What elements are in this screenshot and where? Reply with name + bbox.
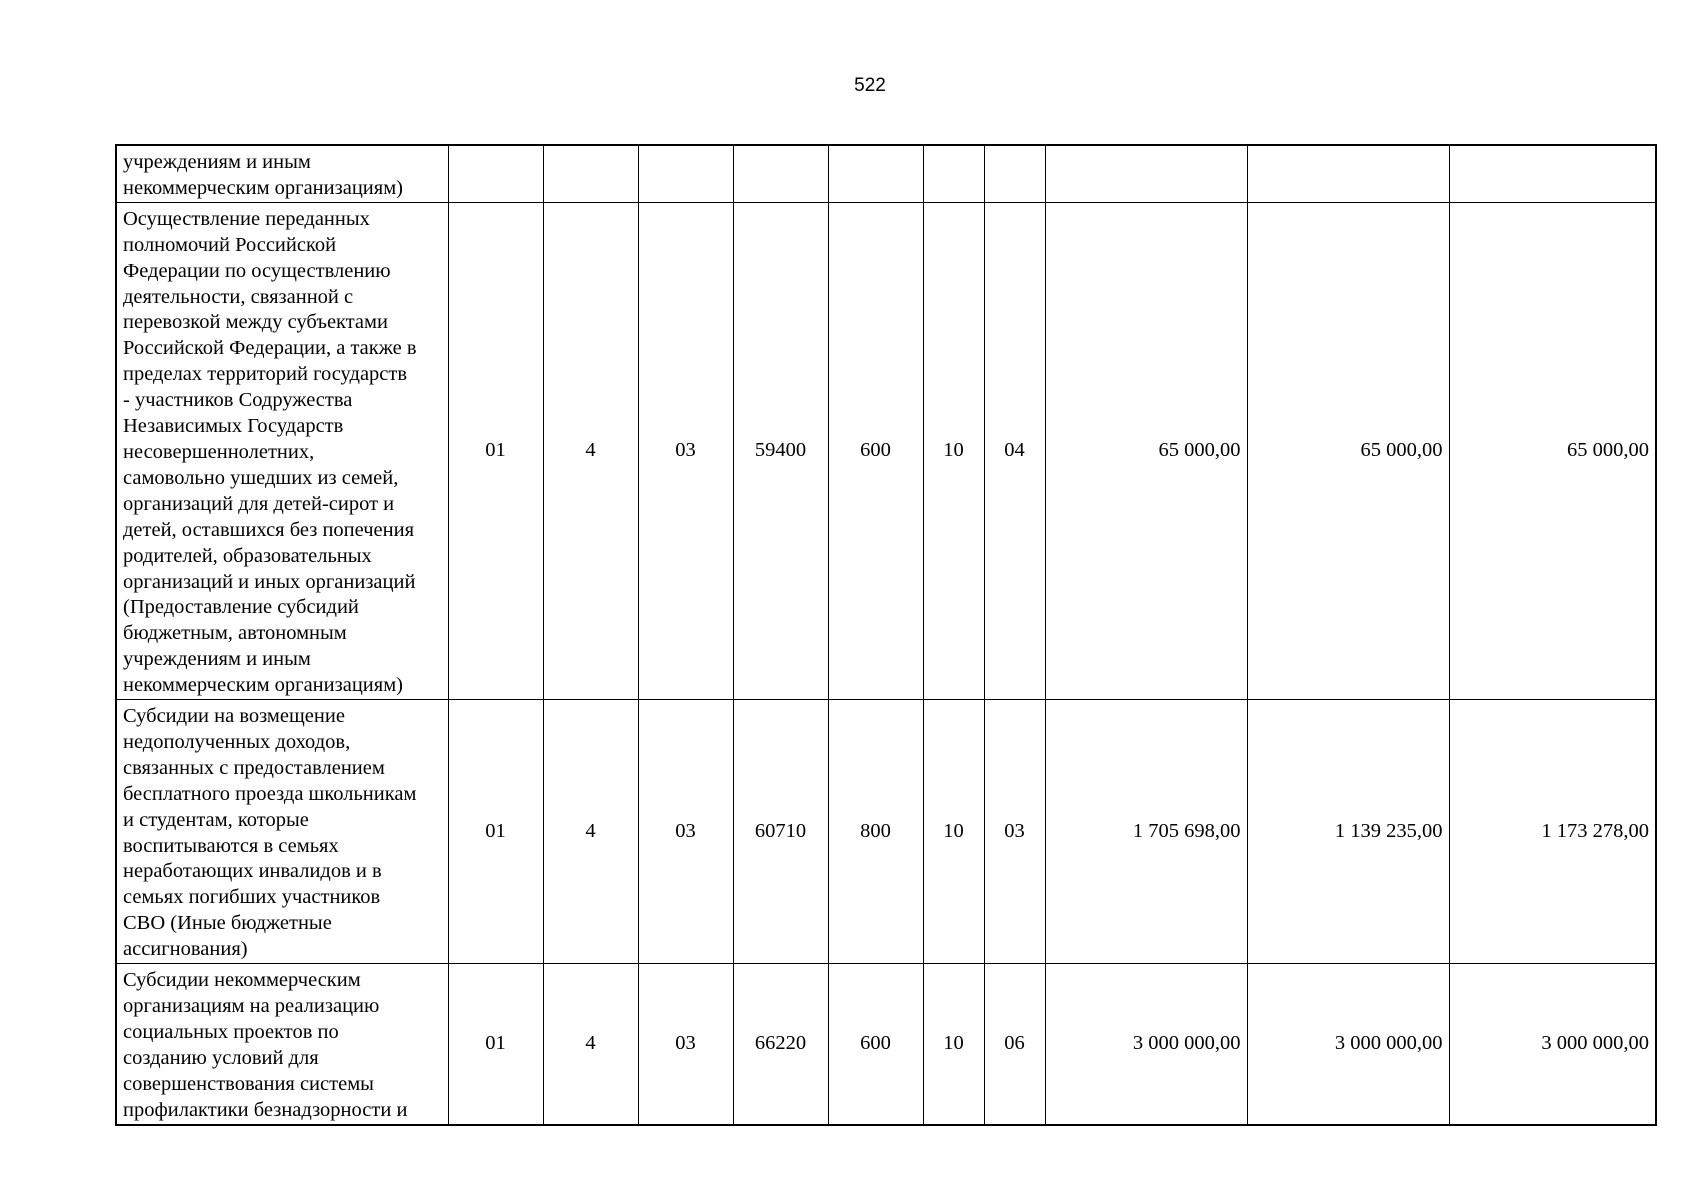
description-line: учреждениям и иным bbox=[123, 648, 311, 671]
description-line: Независимых Государств bbox=[123, 415, 344, 438]
description-line: семьях погибших участников bbox=[123, 886, 381, 909]
description-line: бюджетным, автономным bbox=[123, 622, 347, 645]
description-line: организаций и иных организаций bbox=[123, 570, 416, 593]
description-line: СВО (Иные бюджетные bbox=[123, 912, 332, 935]
description-line: детей, оставшихся без попечения bbox=[123, 518, 415, 541]
code-cell bbox=[828, 145, 923, 202]
amount-cell: 3 000 000,00 bbox=[1449, 964, 1656, 1125]
page-number: 522 bbox=[854, 75, 886, 96]
code-cell: 01 bbox=[448, 700, 543, 964]
description-line: родителей, образовательных bbox=[123, 544, 372, 567]
code-cell: 600 bbox=[828, 202, 923, 699]
description-line: созданию условий для bbox=[123, 1046, 319, 1069]
description-line: некоммерческим организациям) bbox=[123, 176, 403, 199]
description-line: профилактики безнадзорности и bbox=[123, 1098, 408, 1121]
amount-cell: 3 000 000,00 bbox=[1045, 964, 1247, 1125]
description-line: перевозкой между субъектами bbox=[123, 311, 388, 334]
description-line: недополученных доходов, bbox=[123, 730, 351, 753]
table-row bbox=[116, 202, 1656, 699]
description-line: организациям на реализацию bbox=[123, 995, 380, 1017]
description-line: пределах территорий государств bbox=[123, 363, 408, 386]
table-row bbox=[116, 700, 1656, 964]
row-description bbox=[116, 145, 448, 202]
code-cell: 03 bbox=[638, 202, 733, 699]
amount-cell bbox=[1449, 145, 1656, 202]
description-line: Субсидии на возмещение bbox=[123, 705, 345, 728]
amount-cell: 1 705 698,00 bbox=[1045, 700, 1247, 964]
code-cell bbox=[543, 145, 638, 202]
code-cell: 03 bbox=[984, 700, 1045, 964]
code-cell: 03 bbox=[638, 700, 733, 964]
code-cell: 04 bbox=[984, 202, 1045, 699]
amount-cell: 1 173 278,00 bbox=[1449, 700, 1656, 964]
budget-table bbox=[115, 144, 1657, 1126]
code-cell bbox=[733, 145, 828, 202]
code-cell: 800 bbox=[828, 700, 923, 964]
code-cell bbox=[984, 145, 1045, 202]
code-cell: 10 bbox=[923, 964, 984, 1125]
description-line: и студентам, которые bbox=[123, 808, 309, 831]
description-line: совершенствования системы bbox=[123, 1072, 374, 1095]
description-line: Федерации по осуществлению bbox=[123, 259, 391, 282]
amount-cell: 65 000,00 bbox=[1045, 202, 1247, 699]
code-cell: 03 bbox=[638, 964, 733, 1125]
amount-cell bbox=[1045, 145, 1247, 202]
description-line: несовершеннолетних, bbox=[123, 440, 315, 463]
description-line: организаций для детей-сирот и bbox=[123, 492, 395, 515]
description-line: бесплатного проезда школьникам bbox=[123, 782, 417, 805]
amount-cell bbox=[1247, 145, 1449, 202]
description-line: - участников Содружества bbox=[123, 389, 353, 412]
code-cell: 01 bbox=[448, 964, 543, 1125]
amount-cell: 65 000,00 bbox=[1247, 202, 1449, 699]
table-body bbox=[116, 145, 1656, 1125]
code-cell: 4 bbox=[543, 700, 638, 964]
description-line: ассигнования) bbox=[123, 938, 248, 961]
table-row bbox=[116, 145, 1656, 202]
description-line: Осуществление переданных bbox=[123, 207, 370, 230]
description-line: связанных с предоставлением bbox=[123, 756, 385, 779]
description-line: воспитываются в семьях bbox=[123, 834, 339, 857]
code-cell: 06 bbox=[984, 964, 1045, 1125]
code-cell: 01 bbox=[448, 202, 543, 699]
code-cell: 59400 bbox=[733, 202, 828, 699]
code-cell: 60710 bbox=[733, 700, 828, 964]
code-cell: 4 bbox=[543, 202, 638, 699]
description-line: некоммерческим организациям) bbox=[123, 674, 403, 697]
description-line: (Предоставление субсидий bbox=[123, 596, 359, 619]
row-description bbox=[116, 964, 448, 1125]
description-line: полномочий Российской bbox=[123, 233, 337, 256]
description-line: деятельности, связанной с bbox=[123, 285, 354, 308]
row-description bbox=[116, 202, 448, 699]
code-cell bbox=[448, 145, 543, 202]
code-cell: 10 bbox=[923, 202, 984, 699]
description-line: Субсидии некоммерческим bbox=[123, 969, 361, 992]
amount-cell: 1 139 235,00 bbox=[1247, 700, 1449, 964]
description-line: учреждениям и иным bbox=[123, 151, 311, 173]
code-cell: 4 bbox=[543, 964, 638, 1125]
description-line: социальных проектов по bbox=[123, 1020, 339, 1043]
code-cell bbox=[923, 145, 984, 202]
amount-cell: 3 000 000,00 bbox=[1247, 964, 1449, 1125]
code-cell bbox=[638, 145, 733, 202]
table-row bbox=[116, 964, 1656, 1125]
row-description bbox=[116, 700, 448, 964]
code-cell: 66220 bbox=[733, 964, 828, 1125]
description-line: Российской Федерации, а также в bbox=[123, 337, 417, 360]
code-cell: 600 bbox=[828, 964, 923, 1125]
amount-cell: 65 000,00 bbox=[1449, 202, 1656, 699]
description-line: самовольно ушедших из семей, bbox=[123, 466, 399, 489]
description-line: неработающих инвалидов и в bbox=[123, 860, 382, 883]
code-cell: 10 bbox=[923, 700, 984, 964]
